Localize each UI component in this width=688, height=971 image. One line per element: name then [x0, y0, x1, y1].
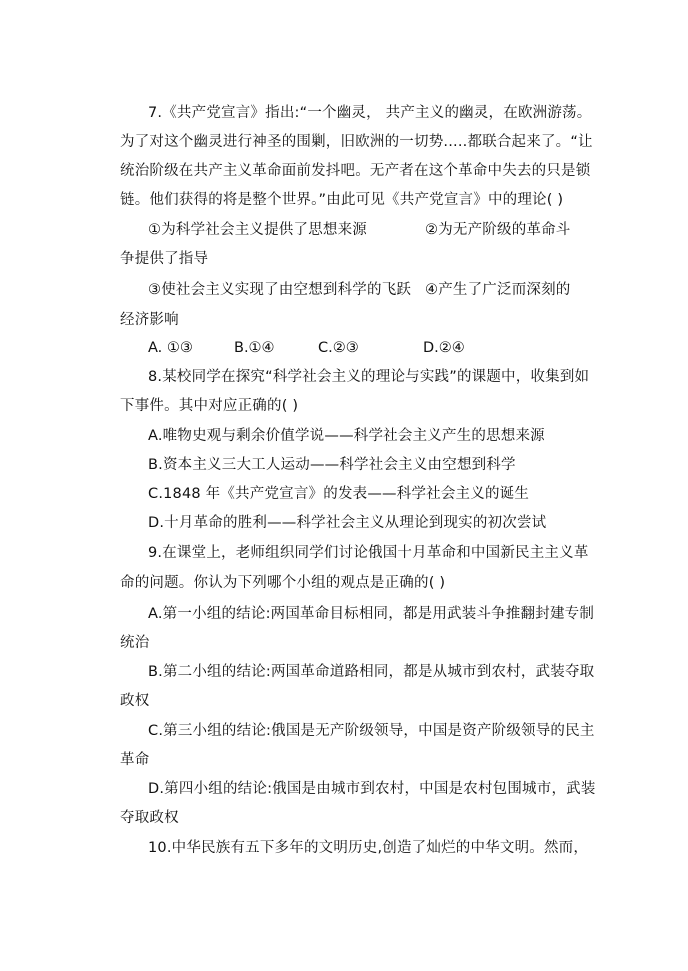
q8-option-a: A.唯物史观与剩余价值学说——科学社会主义产生的思想来源: [148, 428, 545, 444]
q9-option-d: D.第四小组的结论:俄国是由城市到农村，中国是农村包围城市，武装: [148, 781, 596, 797]
q7-stem-line-1: 7.《共产党宣言》指出:“一个幽灵， 共产主义的幽灵，在欧洲游荡。: [148, 105, 592, 121]
q7-stem-line-2: 为了对这个幽灵进行神圣的围剿，旧欧洲的一切势.....都联合起来了。“让: [120, 134, 593, 150]
q8-option-d: D.十月革命的胜利——科学社会主义从理论到现实的初次尝试: [148, 515, 547, 531]
q9-option-b: B.第二小组的结论:两国革命道路相同，都是从城市到农村，武装夺取: [148, 664, 595, 680]
q7-item-2-cont: 争提供了指导: [120, 251, 209, 267]
q7-stem-line-4: 链。他们获得的将是整个世界。”由此可见《共产党宣言》中的理论( ): [120, 192, 564, 208]
q10-stem-line-1: 10.中华民族有五下多年的文明历史,创造了灿烂的中华文明。然而，: [148, 840, 589, 856]
q7-item-2: ②为无产阶级的革命斗: [425, 222, 571, 238]
q8-option-b: B.资本主义三大工人运动——科学社会主义由空想到科学: [148, 457, 516, 473]
q7-item-3: ③使社会主义实现了由空想到科学的飞跃: [148, 282, 412, 298]
q7-option-d: D.②④: [423, 340, 465, 356]
q9-option-c: C.第三小组的结论:俄国是无产阶级领导，中国是资产阶级领导的民主: [148, 723, 595, 739]
q7-item-4: ④产生了广泛而深刻的: [425, 282, 571, 298]
q8-stem-line-1: 8.某校同学在探究“科学社会主义的理论与实践”的课题中，收集到如: [148, 369, 590, 385]
q7-option-b: B.①④: [234, 340, 275, 356]
q7-option-a: A. ①③: [148, 340, 193, 356]
q7-item-4-cont: 经济影响: [120, 312, 179, 328]
q9-option-d-cont: 夺取政权: [120, 810, 179, 826]
q7-item-1: ①为科学社会主义提供了思想来源: [148, 222, 367, 238]
q9-option-b-cont: 政权: [120, 693, 150, 709]
q8-stem-line-2: 下事件。其中对应正确的( ): [120, 398, 299, 414]
q9-stem-line-2: 命的问题。你认为下列哪个小组的观点是正确的( ): [120, 575, 446, 591]
q7-option-c: C.②③: [318, 340, 359, 356]
q8-option-c: C.1848 年《共产党宣言》的发表——科学社会主义的诞生: [148, 486, 530, 502]
q9-stem-line-1: 9.在课堂上，老师组织同学们讨论俄国十月革命和中国新民主主义革: [148, 545, 589, 561]
q9-option-a: A.第一小组的结论:两国革命目标相同，都是用武装斗争推翻封建专制: [148, 606, 595, 622]
q9-option-c-cont: 革命: [120, 752, 150, 768]
q7-stem-line-3: 统治阶级在共产主义革命面前发抖吧。无产者在这个革命中失去的只是锁: [120, 163, 591, 179]
q9-option-a-cont: 统治: [120, 635, 150, 651]
